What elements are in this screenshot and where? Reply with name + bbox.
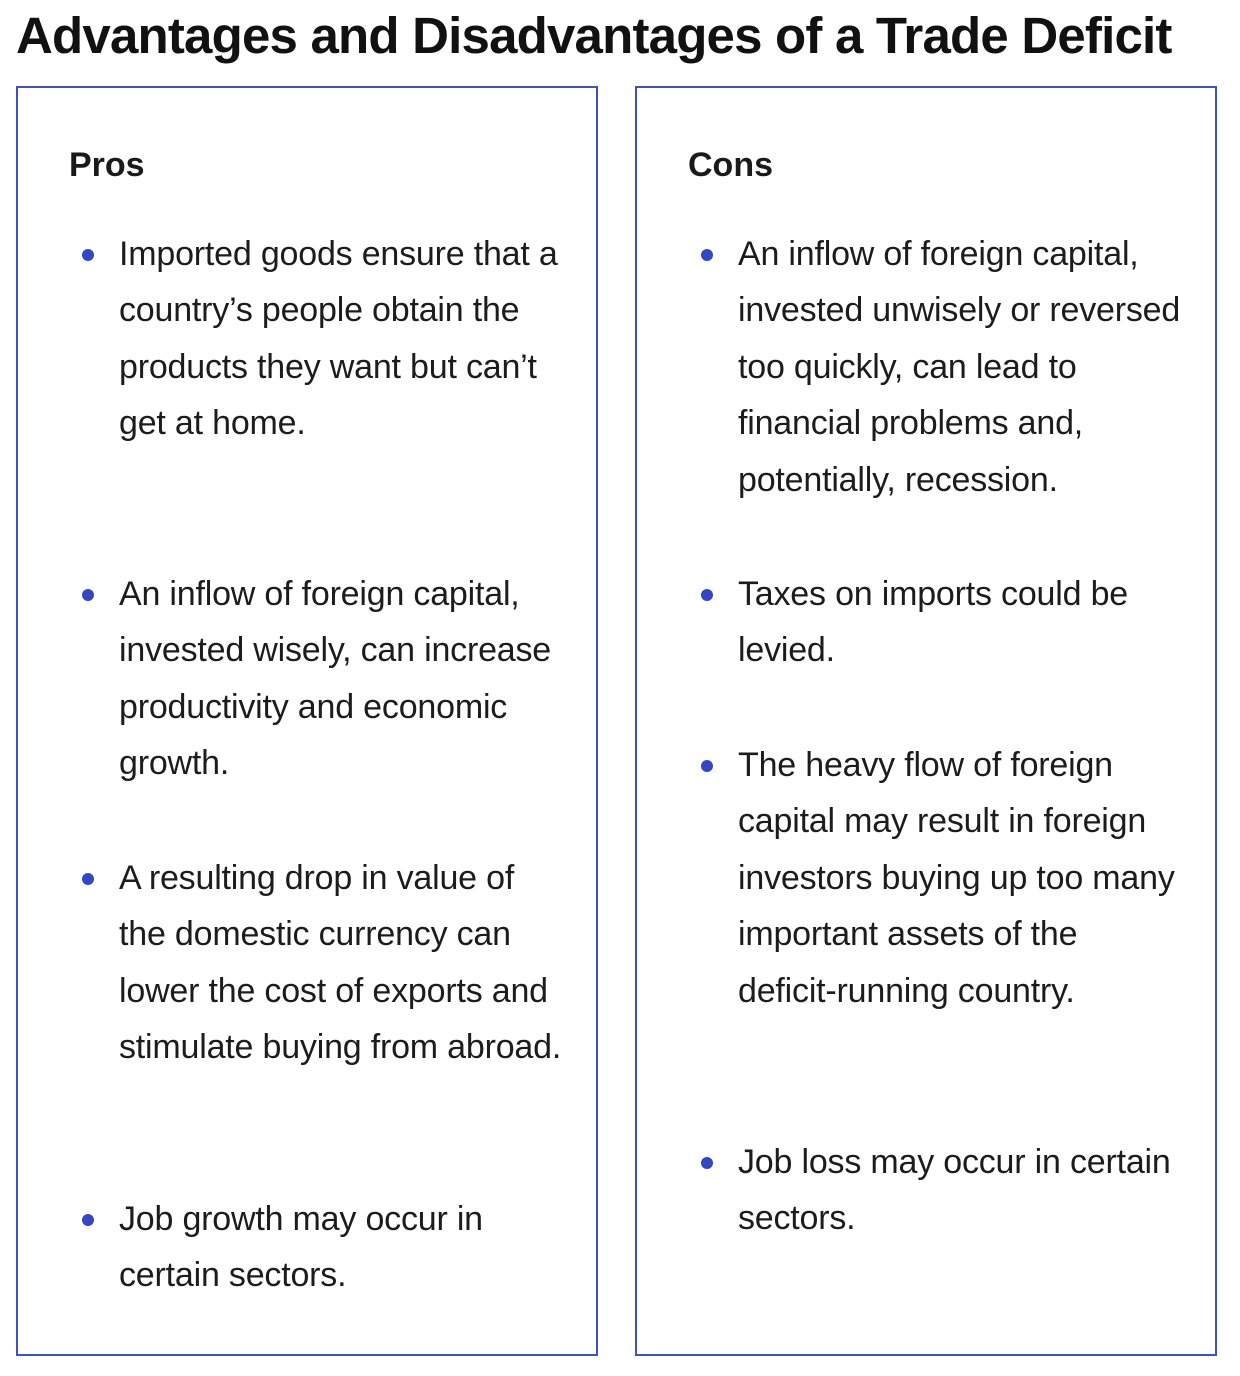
pros-item-text: Job growth may occur in certain sectors. xyxy=(119,1200,483,1295)
cons-item-text: Taxes on imports could be levied. xyxy=(738,575,1128,670)
bullet-icon xyxy=(701,249,713,261)
bullet-icon xyxy=(82,1214,94,1226)
bullet-icon xyxy=(701,1157,713,1169)
cons-item-text: An inflow of foreign capital, invested unwisely or reversed too quickly, can lead to financial problems and, potentially, recession. xyxy=(738,235,1181,499)
pros-panel xyxy=(16,86,598,1356)
pros-heading: Pros xyxy=(69,146,145,184)
cons-panel xyxy=(635,86,1217,1356)
bullet-icon xyxy=(82,873,94,885)
pros-item-text: An inflow of foreign capital, invested wisely, can increase productivity and economic growth. xyxy=(119,575,551,783)
page-title: Advantages and Disadvantages of a Trade Deficit xyxy=(16,7,1172,64)
pros-item-text: A resulting drop in value of the domestic currency can lower the cost of exports and stimulate buying from abroad. xyxy=(119,859,562,1067)
bullet-icon xyxy=(82,249,94,261)
bullet-icon xyxy=(82,589,94,601)
cons-item-text: The heavy flow of foreign capital may result in foreign investors buying up too many important assets of the deficit-running country. xyxy=(738,746,1175,1010)
cons-heading: Cons xyxy=(688,146,773,184)
cons-item-text: Job loss may occur in certain sectors. xyxy=(738,1143,1171,1238)
bullet-icon xyxy=(701,760,713,772)
pros-item-text: Imported goods ensure that a country’s people obtain the products they want but can’t get at home. xyxy=(119,235,558,443)
bullet-icon xyxy=(701,589,713,601)
